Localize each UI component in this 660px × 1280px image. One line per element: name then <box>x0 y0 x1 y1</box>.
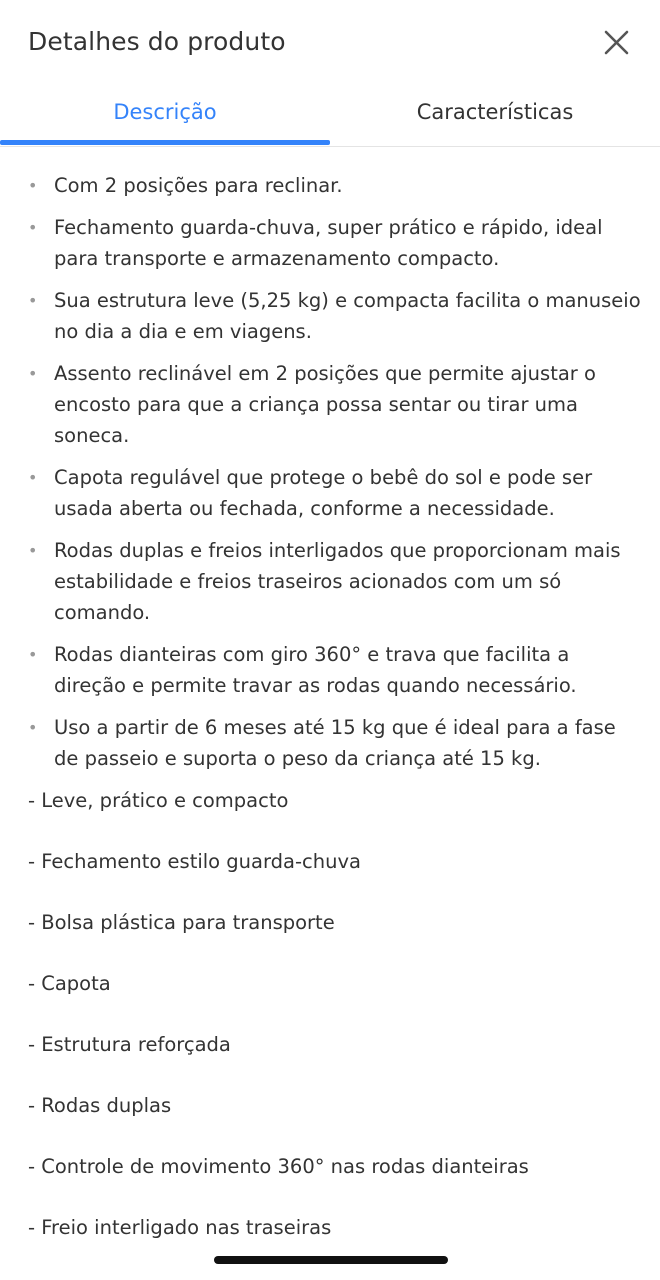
bullet-icon: • <box>28 364 38 383</box>
list-item-text: Fechamento guarda-chuva, super prático e rápido, ideal para transporte e armazenamento compacto. <box>54 216 603 270</box>
feature-line: - Controle de movimento 360° nas rodas dianteiras <box>28 1155 529 1178</box>
feature-line: - Fechamento estilo guarda-chuva <box>28 850 361 873</box>
bullet-icon: • <box>28 718 38 737</box>
list-item <box>0 639 660 701</box>
active-tab-indicator <box>0 140 330 145</box>
list-item-text: Rodas dianteiras com giro 360° e trava que facilita a direção e permite travar as rodas quando necessário. <box>54 643 577 697</box>
list-item <box>0 712 660 774</box>
bullet-icon: • <box>28 218 38 237</box>
feature-line: - Estrutura reforçada <box>28 1033 231 1056</box>
list-item <box>0 535 660 628</box>
home-indicator[interactable] <box>214 1256 448 1264</box>
list-item <box>0 358 660 451</box>
list-item <box>0 462 660 524</box>
list-item-text: Com 2 posições para reclinar. <box>54 174 343 197</box>
list-item-text: Rodas duplas e freios interligados que proporcionam mais estabilidade e freios traseiros acionados com um só comando. <box>54 539 621 624</box>
feature-line: - Bolsa plástica para transporte <box>28 911 335 934</box>
list-item-text: Assento reclinável em 2 posições que permite ajustar o encosto para que a criança possa sentar ou tirar uma soneca. <box>54 362 596 447</box>
list-item-text: Sua estrutura leve (5,25 kg) e compacta facilita o manuseio no dia a dia e em viagens. <box>54 289 641 343</box>
bullet-icon: • <box>28 176 38 195</box>
bullet-icon: • <box>28 541 38 560</box>
page-title: Detalhes do produto <box>28 27 286 56</box>
feature-line: - Leve, prático e compacto <box>28 789 289 812</box>
description-bullet-list <box>0 170 660 774</box>
features-dash-list <box>0 785 660 1243</box>
bullet-icon: • <box>28 291 38 310</box>
list-item <box>0 212 660 274</box>
tab-caracteristicas[interactable]: Características <box>416 100 574 124</box>
feature-line: - Freio interligado nas traseiras <box>28 1216 332 1239</box>
list-item-text: Uso a partir de 6 meses até 15 kg que é ideal para a fase de passeio e suporta o peso da criança até 15 kg. <box>54 716 616 770</box>
list-item <box>0 170 660 201</box>
bullet-icon: • <box>28 468 38 487</box>
feature-line: - Capota <box>28 972 111 995</box>
close-button[interactable] <box>598 24 636 62</box>
description-content <box>0 170 660 1273</box>
tab-bar <box>0 80 660 147</box>
close-icon[interactable] <box>598 24 636 62</box>
list-item <box>0 285 660 347</box>
bullet-icon: • <box>28 645 38 664</box>
tab-descricao[interactable]: Descrição <box>113 100 217 124</box>
feature-line: - Rodas duplas <box>28 1094 172 1117</box>
list-item-text: Capota regulável que protege o bebê do sol e pode ser usada aberta ou fechada, conforme a necessidade. <box>54 466 593 520</box>
modal-header <box>0 0 660 80</box>
